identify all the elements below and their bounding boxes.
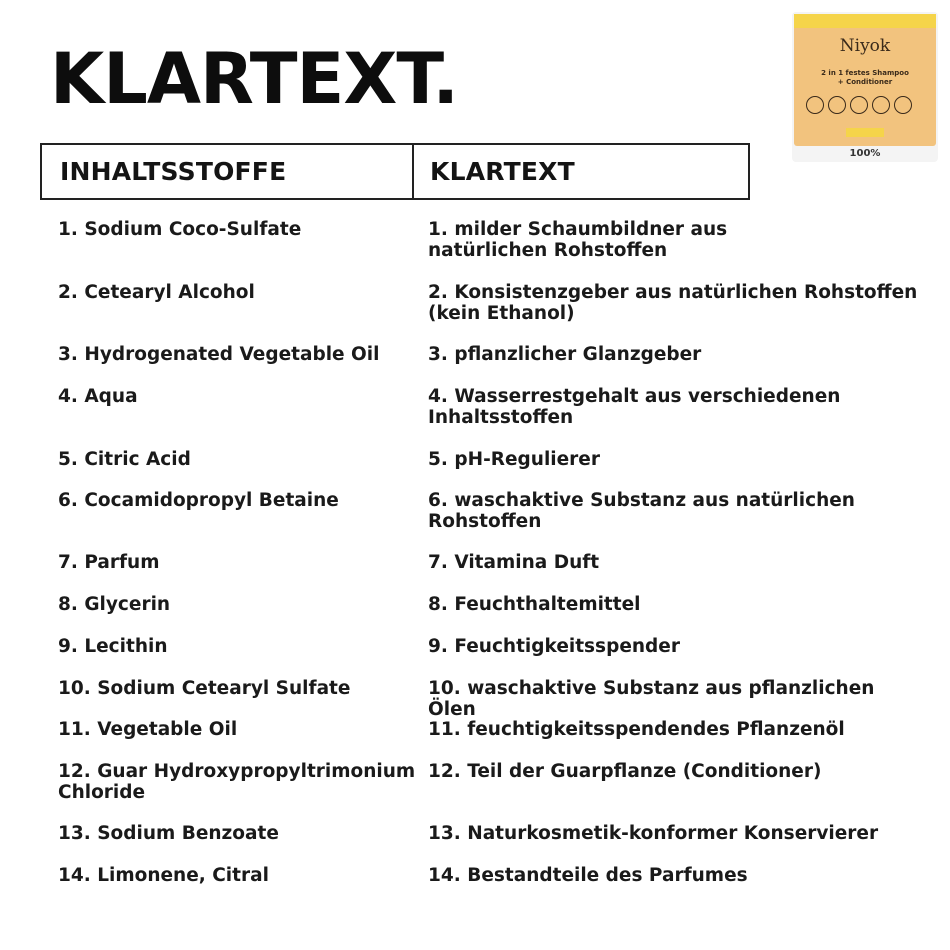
explanation-cell: [428, 594, 928, 615]
ingredient-text: 12. Guar Hydroxypropyltrimonium: [58, 761, 416, 782]
ingredient-text: 3. Hydrogenated Vegetable Oil: [58, 344, 380, 365]
box-top-band: [794, 14, 936, 28]
ingredient-cell: [58, 344, 418, 365]
explanation-line: 6. waschaktive Substanz aus natürlichen: [428, 490, 855, 511]
ingredient-cell: [58, 636, 418, 657]
explanation-line: 8. Feuchthaltemittel: [428, 594, 641, 615]
header-ingredients: INHALTSSTOFFE: [42, 145, 414, 198]
explanation-cell: [428, 719, 928, 740]
explanation-line: 5. pH-Regulierer: [428, 449, 600, 470]
explanation-cell: [428, 761, 928, 782]
feature-icon: [872, 96, 890, 114]
product-box: [794, 14, 936, 146]
explanation-line: 10. waschaktive Substanz aus pflanzlichen Ölen: [428, 678, 875, 720]
ingredient-text: Chloride: [58, 782, 146, 803]
feature-icon: [828, 96, 846, 114]
ingredient-cell: [58, 282, 418, 303]
explanation-line: 1. milder Schaumbildner aus: [428, 219, 728, 240]
product-label-tag: [846, 128, 884, 137]
ingredient-text: 4. Aqua: [58, 386, 138, 407]
explanation-line: (kein Ethanol): [428, 303, 575, 324]
feature-icon: [850, 96, 868, 114]
ingredient-text: 10. Sodium Cetearyl Sulfate: [58, 678, 351, 699]
header-klartext: KLARTEXT: [430, 157, 575, 186]
explanation-line: 2. Konsistenzgeber aus natürlichen Rohstoffen: [428, 282, 918, 303]
ingredient-cell: [58, 678, 418, 699]
explanation-cell: [428, 219, 928, 261]
ingredient-cell: [58, 490, 418, 511]
page-title: KLARTEXT.: [50, 38, 459, 120]
explanation-cell: [428, 490, 928, 532]
explanation-line: 14. Bestandteile des Parfumes: [428, 865, 748, 886]
ingredient-text: 6. Cocamidopropyl Betaine: [58, 490, 339, 511]
explanation-cell: [428, 823, 928, 844]
table-header: [40, 143, 750, 200]
explanation-line: 13. Naturkosmetik-konformer Konservierer: [428, 823, 879, 844]
ingredient-text: 2. Cetearyl Alcohol: [58, 282, 255, 303]
explanation-cell: [428, 678, 928, 720]
explanation-line: 11. feuchtigkeitsspendendes Pflanzenöl: [428, 719, 845, 740]
ingredient-text: 11. Vegetable Oil: [58, 719, 238, 740]
feature-icon: [806, 96, 824, 114]
explanation-line: 3. pflanzlicher Glanzgeber: [428, 344, 702, 365]
product-subtitle-line-2: + Conditioner: [837, 78, 893, 86]
ingredient-cell: [58, 823, 418, 844]
ingredient-cell: [58, 386, 418, 407]
explanation-line: 9. Feuchtigkeitsspender: [428, 636, 680, 657]
ingredient-text: 5. Citric Acid: [58, 449, 191, 470]
product-brand: Niyok: [839, 36, 891, 56]
explanation-line: 7. Vitamina Duft: [428, 552, 600, 573]
ingredient-text: 14. Limonene, Citral: [58, 865, 269, 886]
ingredient-text: 7. Parfum: [58, 552, 160, 573]
explanation-line: Rohstoffen: [428, 511, 542, 532]
ingredient-text: 1. Sodium Coco-Sulfate: [58, 219, 302, 240]
explanation-line: 4. Wasserrestgehalt aus verschiedenen: [428, 386, 841, 407]
ingredient-cell: [58, 761, 418, 803]
explanation-cell: [428, 552, 928, 573]
ingredient-cell: [58, 449, 418, 470]
explanation-line: Inhaltsstoffen: [428, 407, 574, 428]
explanation-cell: [428, 282, 928, 324]
explanation-cell: [428, 386, 928, 428]
explanation-line: 12. Teil der Guarpflanze (Conditioner): [428, 761, 822, 782]
ingredient-text: 8. Glycerin: [58, 594, 171, 615]
feature-icon: [894, 96, 912, 114]
ingredient-cell: [58, 719, 418, 740]
explanation-cell: [428, 344, 928, 365]
ingredient-text: 13. Sodium Benzoate: [58, 823, 279, 844]
product-subtitle-line-1: 2 in 1 festes Shampoo: [821, 69, 909, 77]
ingredient-cell: [58, 594, 418, 615]
ingredient-cell: [58, 865, 418, 886]
ingredient-cell: [58, 219, 418, 240]
product-subtitle: [794, 69, 936, 87]
product-icons: [806, 96, 912, 114]
ingredient-cell: [58, 552, 418, 573]
explanation-cell: [428, 636, 928, 657]
ingredient-text: 9. Lecithin: [58, 636, 168, 657]
product-badge: 100%: [849, 148, 881, 159]
explanation-cell: [428, 865, 928, 886]
explanation-line: natürlichen Rohstoffen: [428, 240, 668, 261]
product-image: [792, 12, 938, 162]
explanation-cell: [428, 449, 928, 470]
